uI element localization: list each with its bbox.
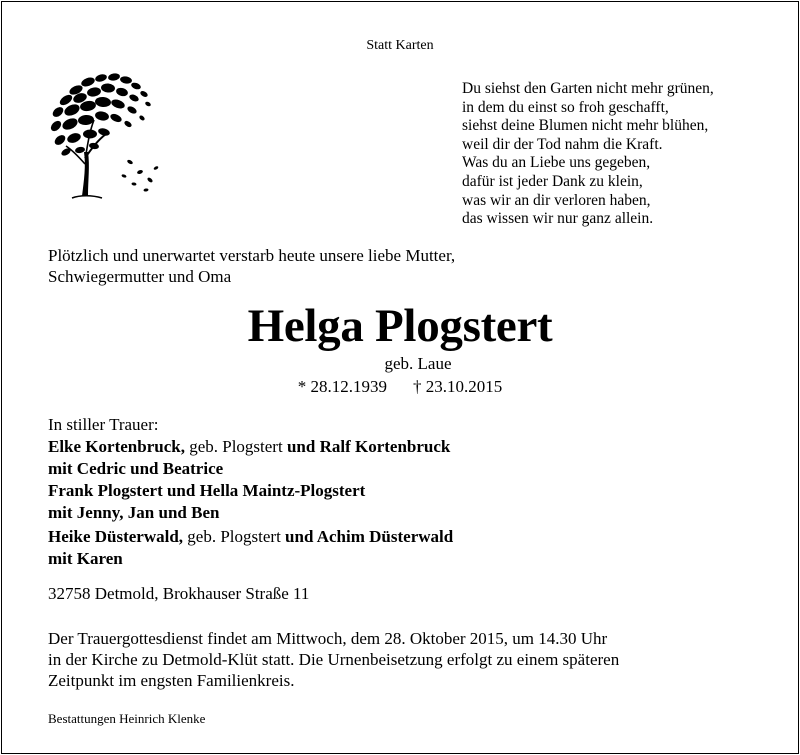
- header-statt-karten: Statt Karten: [366, 38, 434, 53]
- mourner-maiden: geb. Plogstert: [184, 437, 287, 456]
- mourner-line: mit Karen: [48, 549, 123, 568]
- poem-line: Was du an Liebe uns gegeben,: [462, 154, 651, 172]
- intro-line: Plötzlich und unerwartet verstarb heute unsere liebe Mutter,: [48, 246, 456, 265]
- obituary-notice: [1, 1, 799, 754]
- service-line: in der Kirche zu Detmold-Klüt statt. Die Urnenbeisetzung erfolgt zu einem späteren: [48, 650, 620, 669]
- service-info: [48, 628, 619, 691]
- death-date: † 23.10.2015: [413, 377, 503, 396]
- life-dates: [2, 377, 798, 397]
- mourner-line: Frank Plogstert und Hella Maintz-Plogstert: [48, 481, 366, 500]
- birth-date: * 28.12.1939: [297, 377, 387, 396]
- mourner-partner: und Ralf Kortenbruck: [286, 437, 451, 456]
- mourner-line: [48, 526, 453, 548]
- mourner-name: Elke Kortenbruck,: [48, 437, 185, 456]
- deceased-name: Helga Plogstert: [247, 300, 553, 352]
- family-address: 32758 Detmold, Brokhauser Straße 11: [48, 584, 310, 603]
- intro-line: Schwiegermutter und Oma: [48, 267, 232, 286]
- mourner-maiden: geb. Plogstert: [183, 527, 286, 546]
- mourner-line: mit Jenny, Jan und Ben: [48, 503, 220, 522]
- poem-line: dafür ist jeder Dank zu klein,: [462, 172, 643, 190]
- poem: [462, 80, 714, 229]
- poem-line: siehst deine Blumen nicht mehr blühen,: [462, 117, 709, 135]
- mourner-line: mit Cedric und Beatrice: [48, 459, 224, 478]
- poem-line: weil dir der Tod nahm die Kraft.: [462, 135, 663, 153]
- mourner-line: [48, 436, 453, 458]
- poem-line: was wir an dir verloren haben,: [462, 191, 651, 209]
- undertaker: Bestattungen Heinrich Klenke: [48, 711, 206, 726]
- poem-line: Du siehst den Garten nicht mehr grünen,: [462, 80, 714, 97]
- maiden-name: geb. Laue: [384, 354, 452, 373]
- intro-text: [48, 245, 455, 287]
- mourners-heading: In stiller Trauer:: [48, 415, 159, 434]
- windblown-tree-icon: [46, 68, 166, 200]
- poem-line: das wissen wir nur ganz allein.: [462, 210, 654, 228]
- service-line: Zeitpunkt im engsten Familienkreis.: [48, 671, 295, 690]
- poem-line: in dem du einst so froh geschafft,: [462, 98, 669, 116]
- mourner-name: Heike Düsterwald,: [48, 527, 184, 546]
- service-line: Der Trauergottesdienst findet am Mittwoch, dem 28. Oktober 2015, um 14.30 Uhr: [48, 629, 608, 648]
- mourners-list: [48, 414, 453, 570]
- mourner-partner: und Achim Düsterwald: [285, 527, 454, 546]
